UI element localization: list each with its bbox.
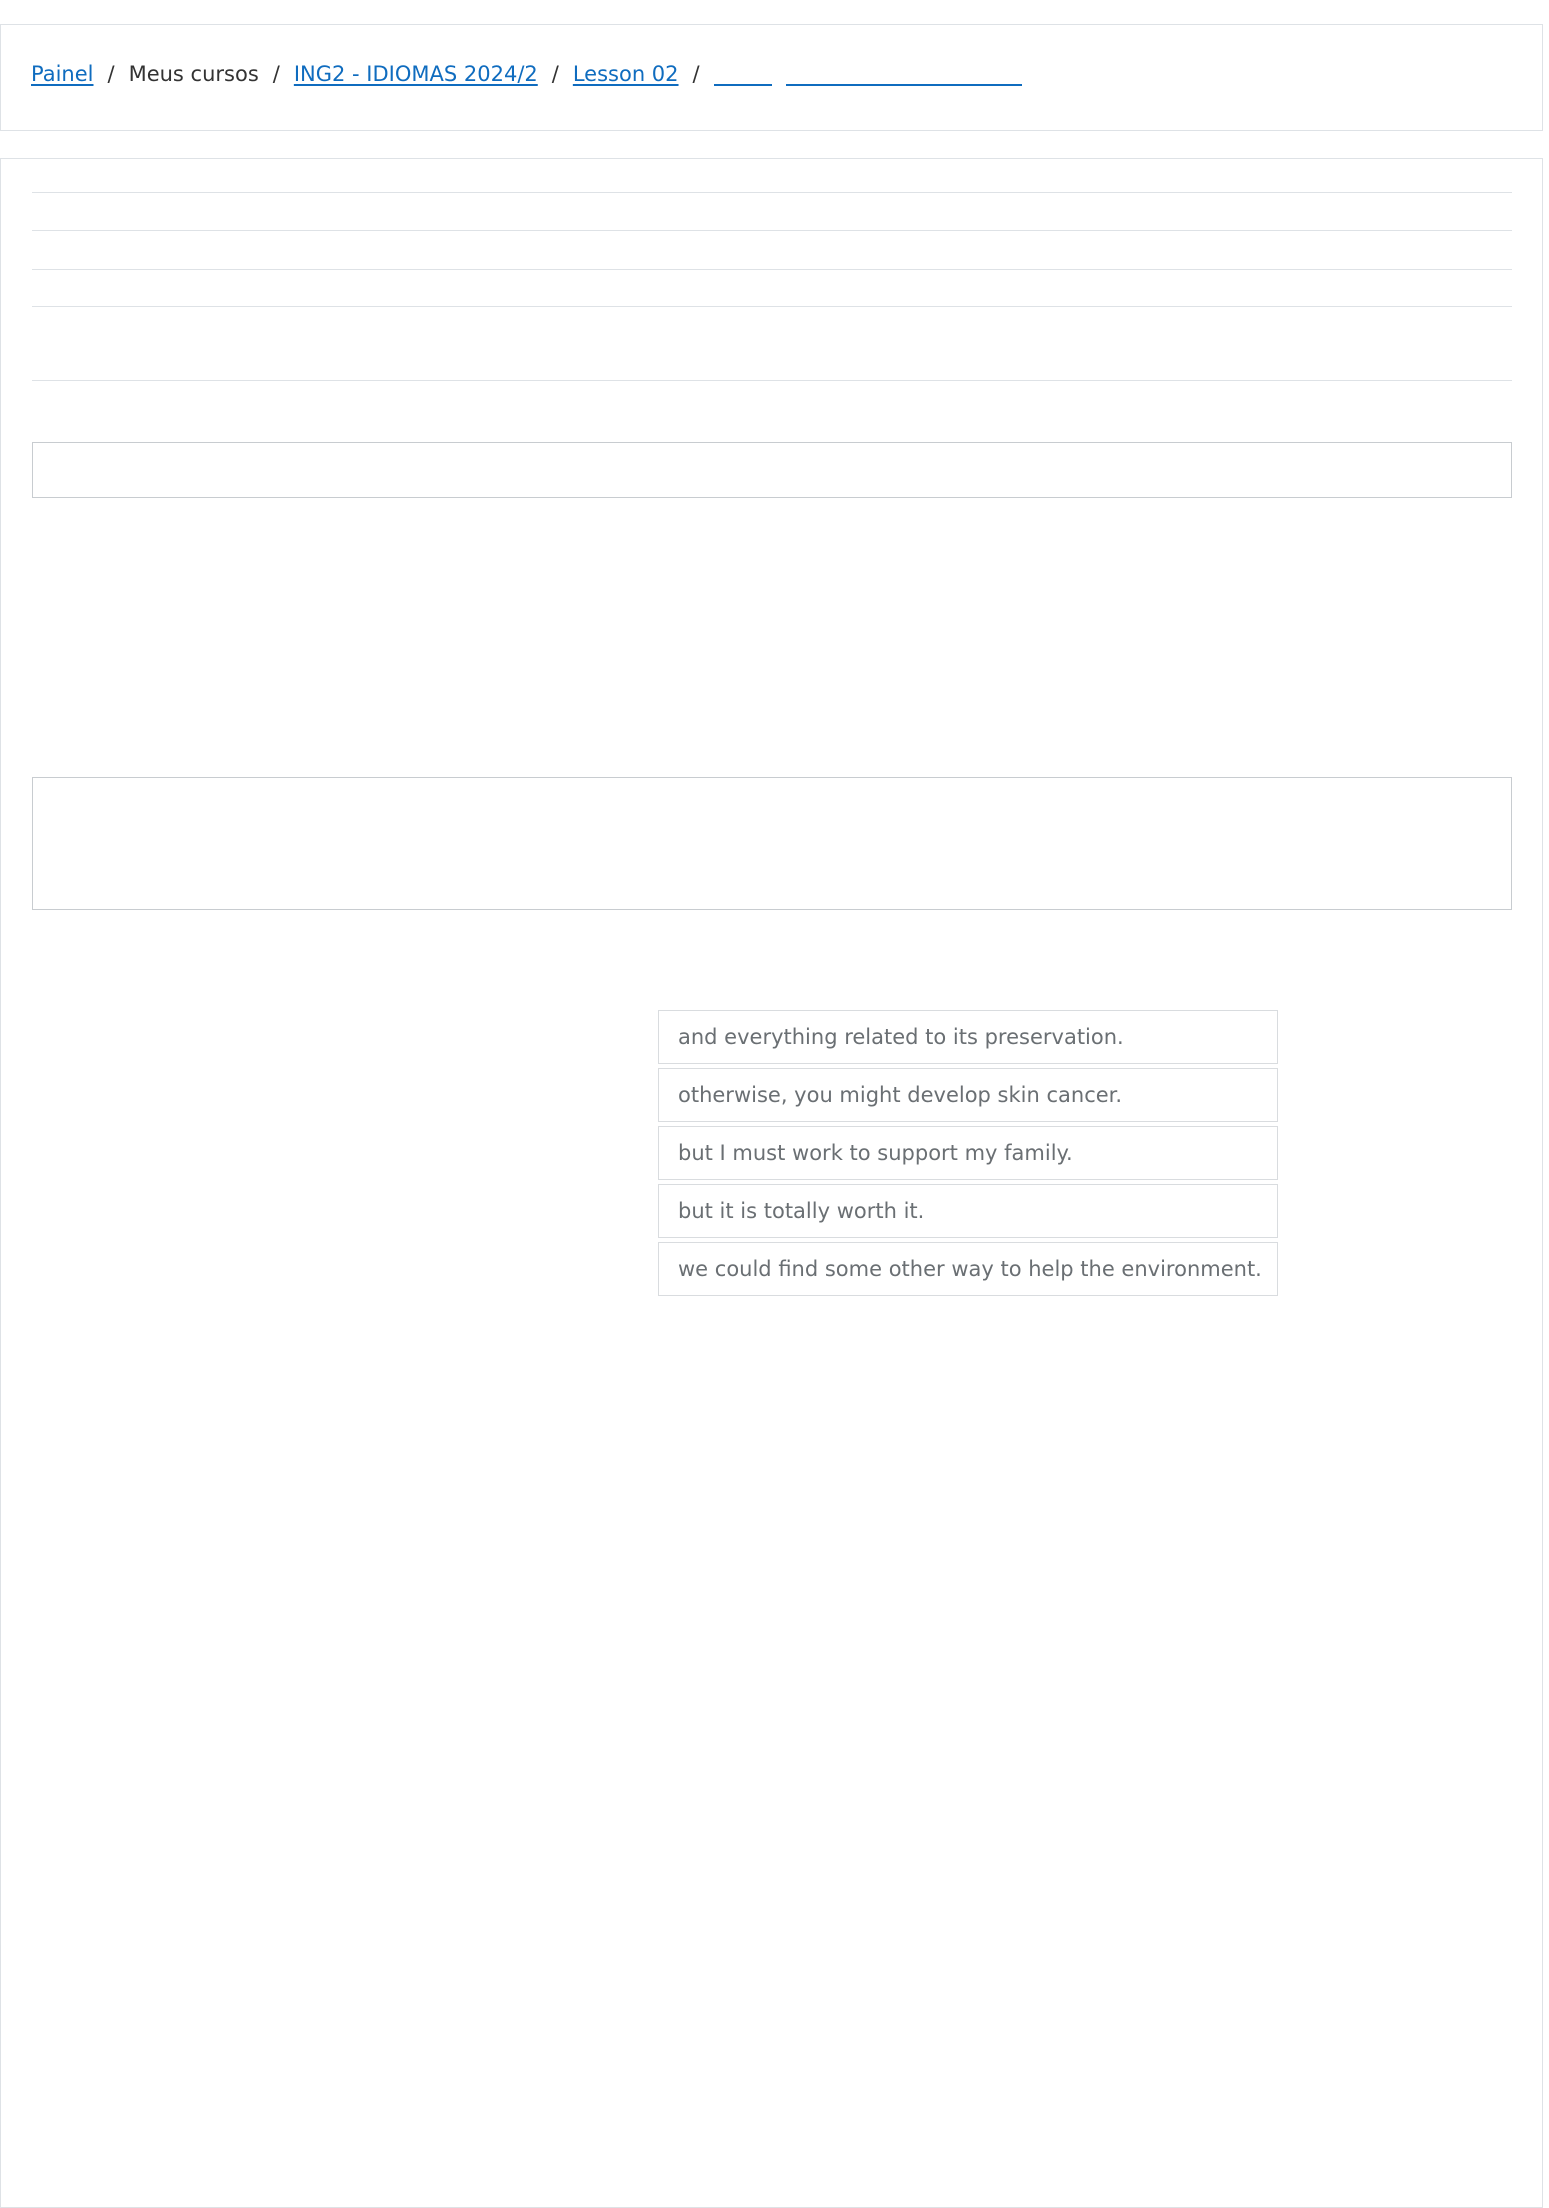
- question-info-box: [32, 442, 1512, 498]
- answer-option[interactable]: and everything related to its preservation.: [658, 1010, 1278, 1064]
- breadcrumb-link-lesson[interactable]: Lesson 02: [572, 62, 679, 86]
- breadcrumb-my-courses: Meus cursos: [128, 62, 259, 86]
- question-text-box: [32, 777, 1512, 910]
- breadcrumb-link-section[interactable]: [714, 84, 772, 86]
- breadcrumb-link-activity[interactable]: [786, 84, 1022, 86]
- breadcrumb-separator: /: [107, 62, 115, 86]
- breadcrumb: [31, 62, 1022, 86]
- answer-option[interactable]: but I must work to support my family.: [658, 1126, 1278, 1180]
- breadcrumb-separator: /: [551, 62, 559, 86]
- breadcrumb-separator: /: [692, 62, 700, 86]
- breadcrumb-link-course[interactable]: ING2 - IDIOMAS 2024/2: [293, 62, 538, 86]
- answer-option[interactable]: otherwise, you might develop skin cancer.: [658, 1068, 1278, 1122]
- answer-option[interactable]: we could find some other way to help the environment.: [658, 1242, 1278, 1296]
- divider: [32, 380, 1512, 381]
- breadcrumb-separator: /: [272, 62, 280, 86]
- divider: [32, 192, 1512, 193]
- divider: [32, 306, 1512, 307]
- divider: [32, 269, 1512, 270]
- divider: [32, 230, 1512, 231]
- breadcrumb-link-painel[interactable]: Painel: [31, 62, 94, 86]
- answer-options-list: [658, 1010, 1278, 1300]
- answer-option[interactable]: but it is totally worth it.: [658, 1184, 1278, 1238]
